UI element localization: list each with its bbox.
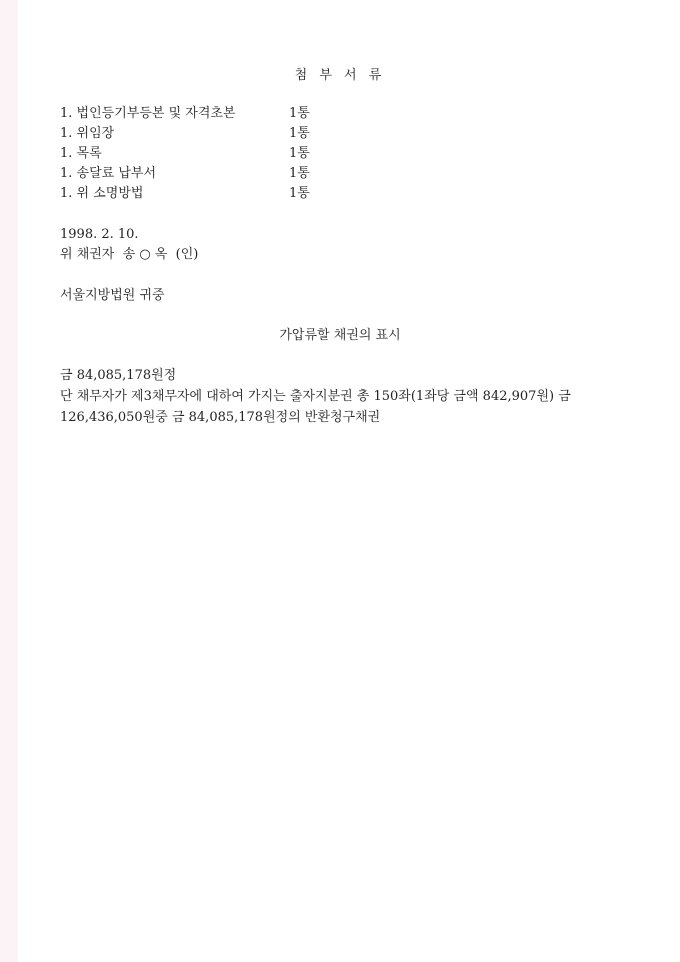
attachment-item: [60, 124, 380, 144]
attachment-item: [60, 184, 380, 204]
attachment-name: 1. 목록: [60, 146, 102, 161]
claim-detail: 단 채무자가 제3채무자에 대하여 가지는 출자지분권 총 150좌(1좌당 금액 842,907원) 금 126,436,050원중 금 84,085,178원정의 반환청구채권: [60, 389, 571, 425]
claim-amount: 금 84,085,178원정: [60, 368, 177, 383]
attachment-name: 1. 위임장: [60, 126, 115, 141]
attachment-name: 1. 송달료 납부서: [60, 166, 157, 181]
attachment-name: 1. 위 소명방법: [60, 186, 144, 201]
attachment-count: 1통: [289, 146, 310, 161]
attachment-count: 1통: [289, 106, 310, 121]
attachment-count: 1통: [289, 186, 310, 201]
attachments-list: [60, 104, 380, 204]
attachment-count: 1통: [289, 166, 310, 181]
attachment-item: [60, 144, 380, 164]
court-addressee: 서울지방법원 귀중: [60, 288, 165, 303]
claim-section-heading: 가압류할 채권의 표시: [279, 328, 401, 343]
attachment-item: [60, 104, 380, 124]
creditor-signature-line: 위 채권자 송 ○ 옥 (인): [60, 247, 199, 262]
attachment-count: 1통: [289, 126, 310, 141]
attachment-name: 1. 법인등기부등본 및 자격초본: [60, 106, 236, 121]
attachment-item: [60, 164, 380, 184]
filing-date: 1998. 2. 10.: [60, 227, 139, 242]
attachments-heading: 첨 부 서 류: [294, 68, 386, 83]
